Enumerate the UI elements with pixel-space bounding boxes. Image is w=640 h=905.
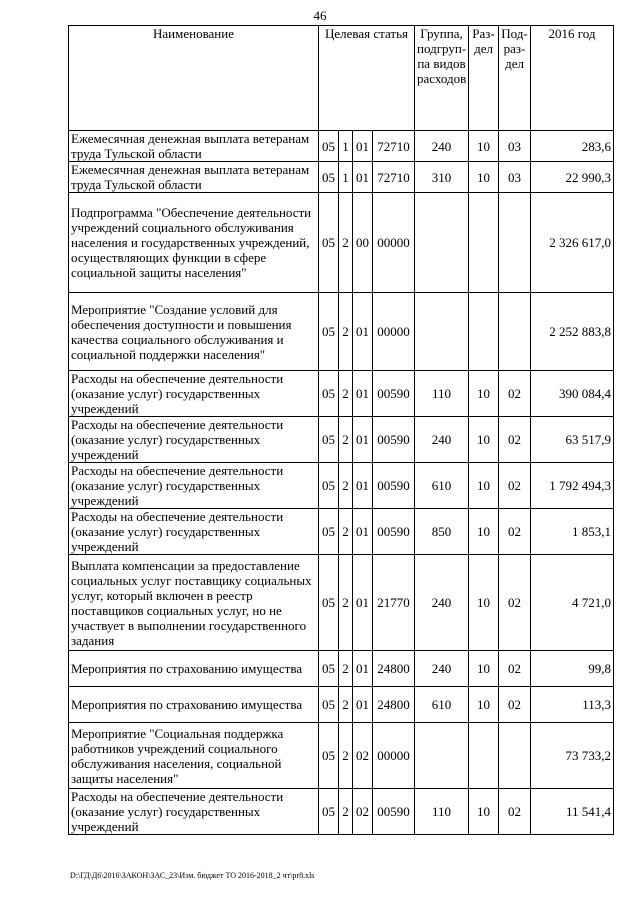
row-name: Ежемесячная денежная выплата ветеранам труда Тульской области xyxy=(69,131,319,162)
amount-2016: 22 990,3 xyxy=(531,162,614,193)
amount-2016: 2 326 617,0 xyxy=(531,193,614,293)
subsection-code: 03 xyxy=(499,162,531,193)
row-name: Расходы на обеспечение деятельности (оказание услуг) государственных учреждений xyxy=(69,789,319,835)
table-row xyxy=(69,463,614,509)
table-row xyxy=(69,555,614,651)
table-row xyxy=(69,293,614,371)
header-target: Целевая статья xyxy=(319,26,415,131)
target-code-subprogram: 2 xyxy=(339,371,353,417)
target-code-program: 05 xyxy=(319,687,339,723)
subsection-code xyxy=(499,193,531,293)
target-code-event: 01 xyxy=(353,651,373,687)
expense-group: 240 xyxy=(415,651,469,687)
header-group: Группа, подгруп-па видов расходов xyxy=(415,26,469,131)
header-subsection: Под-раз-дел xyxy=(499,26,531,131)
target-code-event: 01 xyxy=(353,509,373,555)
target-code-program: 05 xyxy=(319,193,339,293)
amount-2016: 113,3 xyxy=(531,687,614,723)
target-code-program: 05 xyxy=(319,723,339,789)
expense-group xyxy=(415,293,469,371)
amount-2016: 1 792 494,3 xyxy=(531,463,614,509)
row-name: Мероприятие "Создание условий для обеспечения доступности и повышения качества социального обслуживания и социальной поддержки населения" xyxy=(69,293,319,371)
section-code: 10 xyxy=(469,651,499,687)
target-code-event: 01 xyxy=(353,555,373,651)
expense-group: 310 xyxy=(415,162,469,193)
row-name: Мероприятия по страхованию имущества xyxy=(69,687,319,723)
target-code-program: 05 xyxy=(319,417,339,463)
subsection-code: 02 xyxy=(499,687,531,723)
section-code: 10 xyxy=(469,463,499,509)
target-code-program: 05 xyxy=(319,651,339,687)
section-code: 10 xyxy=(469,162,499,193)
target-code-program: 05 xyxy=(319,789,339,835)
target-code-subprogram: 2 xyxy=(339,293,353,371)
expense-group: 850 xyxy=(415,509,469,555)
target-code-direction: 24800 xyxy=(373,651,415,687)
target-code-subprogram: 2 xyxy=(339,687,353,723)
subsection-code: 02 xyxy=(499,555,531,651)
expense-group: 240 xyxy=(415,555,469,651)
row-name: Расходы на обеспечение деятельности (оказание услуг) государственных учреждений xyxy=(69,371,319,417)
target-code-direction: 21770 xyxy=(373,555,415,651)
header-section: Раз-дел xyxy=(469,26,499,131)
expense-group: 240 xyxy=(415,131,469,162)
section-code: 10 xyxy=(469,687,499,723)
row-name: Расходы на обеспечение деятельности (оказание услуг) государственных учреждений xyxy=(69,417,319,463)
target-code-event: 01 xyxy=(353,162,373,193)
expense-group xyxy=(415,723,469,789)
amount-2016: 63 517,9 xyxy=(531,417,614,463)
table-row xyxy=(69,131,614,162)
target-code-direction: 00000 xyxy=(373,193,415,293)
target-code-event: 01 xyxy=(353,687,373,723)
budget-table xyxy=(68,25,614,835)
row-name: Мероприятия по страхованию имущества xyxy=(69,651,319,687)
amount-2016: 4 721,0 xyxy=(531,555,614,651)
page-number: 46 xyxy=(313,8,327,23)
row-name: Расходы на обеспечение деятельности (оказание услуг) государственных учреждений xyxy=(69,463,319,509)
target-code-direction: 00000 xyxy=(373,723,415,789)
target-code-event: 01 xyxy=(353,131,373,162)
target-code-subprogram: 2 xyxy=(339,463,353,509)
subsection-code xyxy=(499,293,531,371)
amount-2016: 390 084,4 xyxy=(531,371,614,417)
expense-group xyxy=(415,193,469,293)
table-row xyxy=(69,789,614,835)
target-code-program: 05 xyxy=(319,293,339,371)
target-code-event: 01 xyxy=(353,417,373,463)
subsection-code: 02 xyxy=(499,651,531,687)
section-code: 10 xyxy=(469,509,499,555)
table-row xyxy=(69,162,614,193)
target-code-event: 01 xyxy=(353,371,373,417)
amount-2016: 2 252 883,8 xyxy=(531,293,614,371)
subsection-code: 02 xyxy=(499,789,531,835)
target-code-subprogram: 2 xyxy=(339,723,353,789)
target-code-program: 05 xyxy=(319,509,339,555)
section-code: 10 xyxy=(469,417,499,463)
amount-2016: 11 541,4 xyxy=(531,789,614,835)
section-code: 10 xyxy=(469,371,499,417)
amount-2016: 283,6 xyxy=(531,131,614,162)
amount-2016: 73 733,2 xyxy=(531,723,614,789)
target-code-direction: 72710 xyxy=(373,131,415,162)
target-code-direction: 00000 xyxy=(373,293,415,371)
table-row xyxy=(69,509,614,555)
target-code-program: 05 xyxy=(319,371,339,417)
expense-group: 610 xyxy=(415,687,469,723)
amount-2016: 99,8 xyxy=(531,651,614,687)
target-code-subprogram: 2 xyxy=(339,555,353,651)
target-code-direction: 00590 xyxy=(373,509,415,555)
section-code: 10 xyxy=(469,789,499,835)
target-code-direction: 24800 xyxy=(373,687,415,723)
row-name: Расходы на обеспечение деятельности (оказание услуг) государственных учреждений xyxy=(69,509,319,555)
table-row xyxy=(69,723,614,789)
header-row xyxy=(69,26,614,131)
section-code xyxy=(469,293,499,371)
table-row xyxy=(69,371,614,417)
target-code-event: 02 xyxy=(353,723,373,789)
expense-group: 240 xyxy=(415,417,469,463)
target-code-direction: 00590 xyxy=(373,789,415,835)
header-name: Наименование xyxy=(69,26,319,131)
subsection-code: 03 xyxy=(499,131,531,162)
section-code: 10 xyxy=(469,555,499,651)
target-code-event: 00 xyxy=(353,193,373,293)
target-code-direction: 00590 xyxy=(373,463,415,509)
file-path-footer: D:\ГД\Д6\2016\ЗАКОН\ЗАС_23\Изм. бюджет ТО 2016-2018_2 чт\pr8.xls xyxy=(70,871,315,880)
subsection-code: 02 xyxy=(499,371,531,417)
target-code-subprogram: 2 xyxy=(339,651,353,687)
target-code-subprogram: 2 xyxy=(339,417,353,463)
subsection-code: 02 xyxy=(499,509,531,555)
target-code-subprogram: 2 xyxy=(339,789,353,835)
expense-group: 110 xyxy=(415,371,469,417)
header-year: 2016 год xyxy=(531,26,614,131)
target-code-program: 05 xyxy=(319,463,339,509)
subsection-code xyxy=(499,723,531,789)
section-code xyxy=(469,723,499,789)
expense-group: 610 xyxy=(415,463,469,509)
target-code-event: 02 xyxy=(353,789,373,835)
target-code-event: 01 xyxy=(353,463,373,509)
target-code-event: 01 xyxy=(353,293,373,371)
target-code-direction: 00590 xyxy=(373,417,415,463)
target-code-subprogram: 1 xyxy=(339,162,353,193)
section-code: 10 xyxy=(469,131,499,162)
target-code-subprogram: 2 xyxy=(339,509,353,555)
target-code-subprogram: 2 xyxy=(339,193,353,293)
expense-group: 110 xyxy=(415,789,469,835)
row-name: Ежемесячная денежная выплата ветеранам труда Тульской области xyxy=(69,162,319,193)
subsection-code: 02 xyxy=(499,417,531,463)
amount-2016: 1 853,1 xyxy=(531,509,614,555)
target-code-program: 05 xyxy=(319,555,339,651)
row-name: Подпрограмма "Обеспечение деятельности учреждений социального обслуживания населения и государственных учреждений, осуществляющих функции в сфере социальной защиты населения" xyxy=(69,193,319,293)
target-code-subprogram: 1 xyxy=(339,131,353,162)
target-code-direction: 72710 xyxy=(373,162,415,193)
section-code xyxy=(469,193,499,293)
row-name: Мероприятие "Социальная поддержка работников учреждений социального обслуживания населения, социальной защиты населения" xyxy=(69,723,319,789)
row-name: Выплата компенсации за предоставление социальных услуг поставщику социальных услуг, который включен в реестр поставщиков социальных услуг, но не участвует в выполнении государственного задания xyxy=(69,555,319,651)
target-code-program: 05 xyxy=(319,162,339,193)
subsection-code: 02 xyxy=(499,463,531,509)
table-row xyxy=(69,687,614,723)
table-row xyxy=(69,193,614,293)
target-code-program: 05 xyxy=(319,131,339,162)
table-row xyxy=(69,651,614,687)
target-code-direction: 00590 xyxy=(373,371,415,417)
table-row xyxy=(69,417,614,463)
